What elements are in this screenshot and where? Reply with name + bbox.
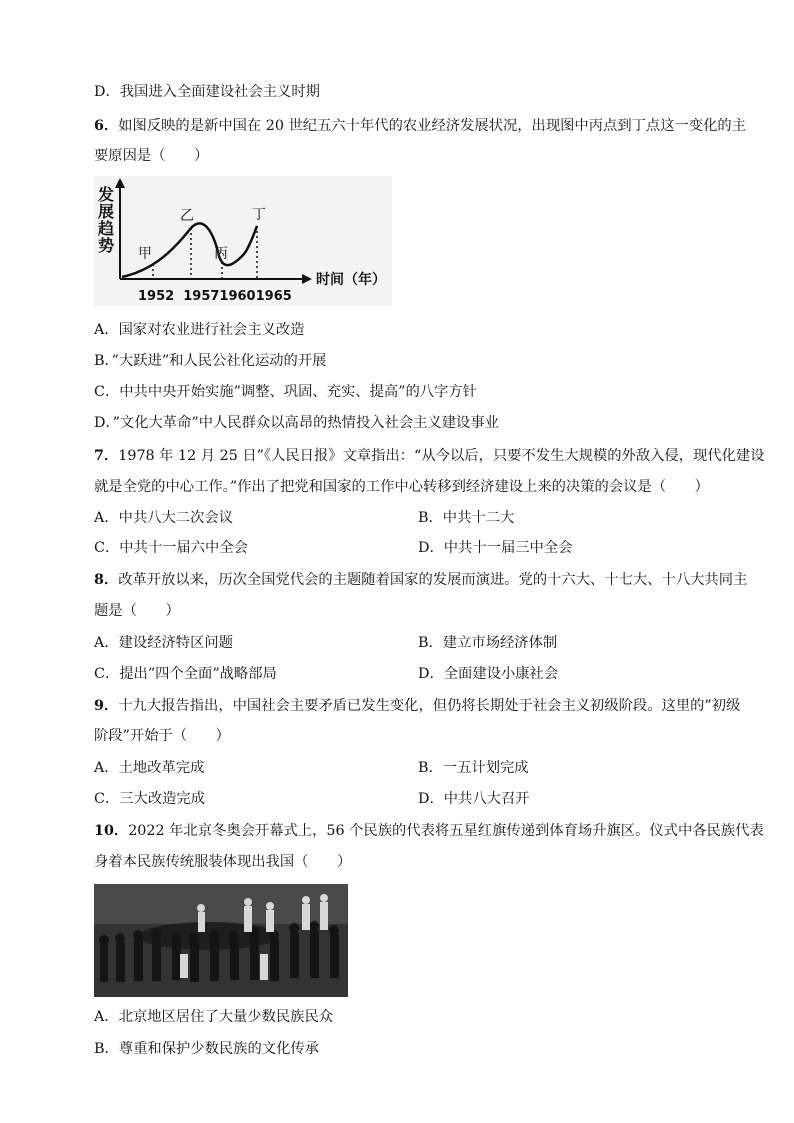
- point-label-bing: 丙: [214, 246, 228, 262]
- q7-option-a: A．中共八大二次会议: [94, 510, 233, 526]
- x-axis-label: 时间（年）: [316, 272, 386, 288]
- y-label-char-4: 势: [98, 236, 115, 255]
- q9-number: 9．: [94, 698, 119, 714]
- q8-number: 8．: [94, 572, 119, 588]
- y-label-char-2: 展: [98, 202, 115, 221]
- q7-stem-text1: 1978 年 12 月 25 日”《人民日报》文章指出：“从今以后，只要不发生大规模的外敌入侵，现代化建设: [118, 448, 765, 464]
- q6-trend-figure: [94, 176, 392, 306]
- q10-option-a: A．北京地区居住了大量少数民族民众: [94, 1009, 334, 1025]
- q9-option-d: D．中共八大召开: [418, 791, 530, 807]
- q6-stem-line1: [94, 116, 746, 136]
- y-label-char-1: 发: [98, 185, 115, 204]
- q7-option-d: D．中共十一届三中全会: [418, 540, 573, 556]
- q8-stem-line1: [94, 570, 747, 590]
- y-label-char-3: 趋: [98, 219, 115, 238]
- q10-option-b: B．尊重和保护少数民族的文化传承: [94, 1041, 319, 1057]
- q6-option-a: A．国家对农业进行社会主义改造: [94, 322, 305, 338]
- q6-stem-text1: 如图反映的是新中国在 20 世纪五六十年代的农业经济发展状况，出现图中丙点到丁点这一变化的主: [118, 118, 746, 134]
- q9-stem-line2: 阶段”开始于（ ）: [94, 728, 230, 744]
- q6-stem-line2: 要原因是（ ）: [94, 148, 209, 164]
- y-axis-arrow: [115, 178, 125, 188]
- q9-stem-text1: 十九大报告指出，中国社会主要矛盾已发生变化，但仍将长期处于社会主义初级阶段。这里的”初级: [118, 698, 741, 714]
- q8-option-d: D．全面建设小康社会: [418, 666, 559, 682]
- q5-option-d: D．我国进入全面建设社会主义时期: [94, 84, 320, 100]
- q8-option-c: C．提出”四个全面”战略部局: [94, 666, 277, 682]
- q7-number: 7．: [94, 448, 119, 464]
- q9-stem-line1: [94, 696, 740, 716]
- q7-option-b: B．中共十二大: [418, 510, 515, 526]
- q10-stem-text1: 2022 年北京冬奥会开幕式上，56 个民族的代表将五星红旗传递到体育场升旗区。仪式中各民族代表: [128, 823, 764, 839]
- q10-ceremony-photo: [94, 884, 348, 997]
- q9-option-c: C．三大改造完成: [94, 791, 206, 807]
- point-label-ding: 丁: [252, 207, 266, 223]
- q8-stem-line2: 题是（ ）: [94, 603, 180, 619]
- q10-stem-line1: [94, 821, 764, 841]
- point-label-jia: 甲: [138, 246, 152, 262]
- q9-option-b: B．一五计划完成: [418, 760, 529, 776]
- ceremony-photo-svg: [94, 884, 348, 997]
- q7-stem-line1: [94, 446, 765, 466]
- q6-option-c: C．中共中央开始实施”调整、巩固、充实、提高”的八字方针: [94, 384, 477, 400]
- q6-number: 6．: [94, 118, 119, 134]
- q8-stem-text1: 改革开放以来，历次全国党代会的主题随着国家的发展而演进。党的十六大、十七大、十八大共同主: [118, 572, 748, 588]
- x-tick-labels: 1952 195719601965: [138, 289, 292, 304]
- point-label-yi: 乙: [180, 208, 194, 224]
- x-axis-arrow: [302, 274, 312, 284]
- q7-option-c: C．中共十一届六中全会: [94, 540, 248, 556]
- q6-option-b: B．”大跃进”和人民公社化运动的开展: [94, 353, 327, 369]
- q6-trend-svg: [94, 176, 392, 306]
- q8-option-a: A．建设经济特区问题: [94, 635, 233, 651]
- q10-number: 10．: [94, 823, 129, 839]
- q7-stem-line2: 就是全党的中心工作。”作出了把党和国家的工作中心转移到经济建设上来的决策的会议是（ ）: [94, 479, 709, 495]
- q10-stem-line2: 身着本民族传统服装体现出我国（ ）: [94, 854, 352, 870]
- q8-option-b: B．建立市场经济体制: [418, 635, 558, 651]
- q6-option-d: D．”文化大革命”中人民群众以高昂的热情投入社会主义建设事业: [94, 415, 499, 431]
- q9-option-a: A．土地改革完成: [94, 760, 205, 776]
